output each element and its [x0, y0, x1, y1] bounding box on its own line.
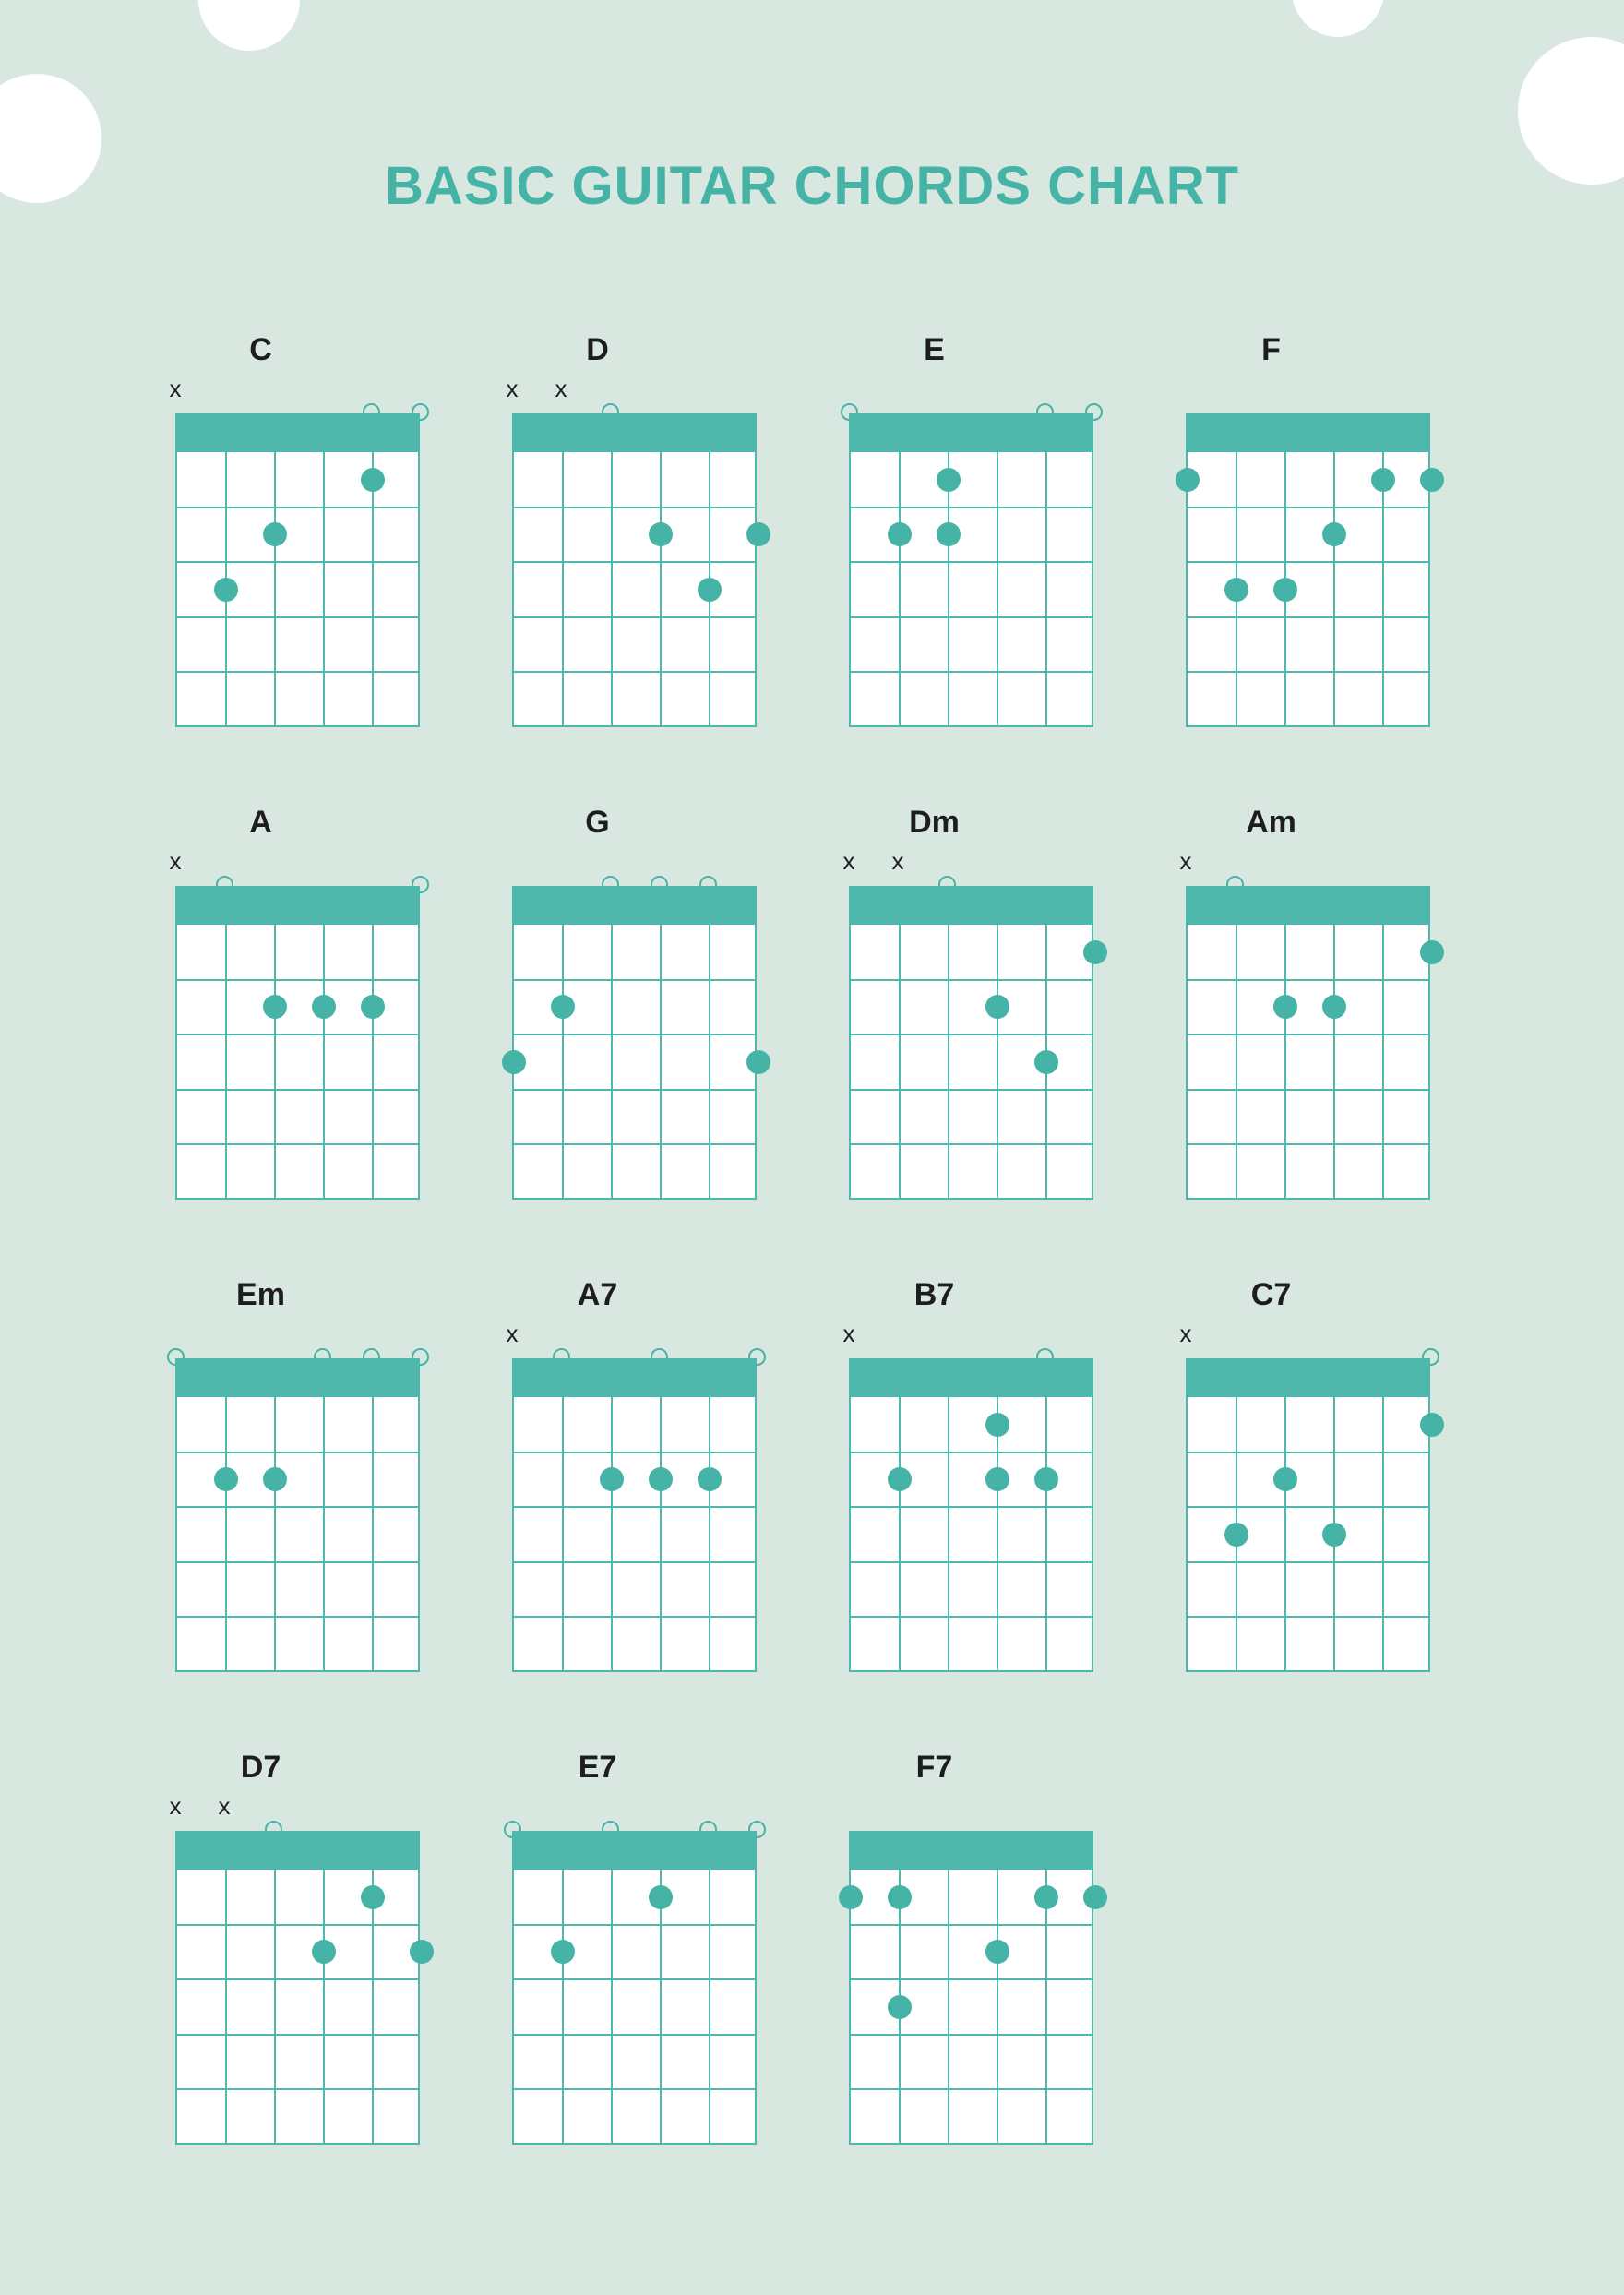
string-line [899, 925, 901, 1198]
chord-label: C [249, 332, 272, 367]
fretboard [512, 886, 757, 1200]
fret-grid [175, 1397, 420, 1672]
finger-dot [312, 1940, 336, 1964]
nut [512, 413, 757, 452]
fret-grid [849, 1397, 1093, 1672]
nut [512, 1358, 757, 1397]
string-line [899, 452, 901, 725]
chord-diagram-f [1149, 332, 1486, 805]
chord-string-markers [169, 1792, 420, 1831]
fret-grid [175, 1870, 420, 2145]
fret-line [514, 616, 755, 618]
string-line [274, 1870, 276, 2143]
muted-string-icon: x [1179, 1320, 1192, 1347]
fret-line [851, 1561, 1092, 1563]
finger-dot [214, 578, 238, 602]
fret-line [851, 2088, 1092, 2090]
muted-string-icon: x [891, 847, 904, 875]
fret-line [1188, 979, 1428, 981]
string-line [372, 925, 374, 1198]
string-line [323, 925, 325, 1198]
string-line [660, 925, 662, 1198]
chord-label: G [585, 805, 610, 840]
fret-line [177, 1143, 418, 1145]
nut [1186, 1358, 1430, 1397]
fret-line [177, 1452, 418, 1453]
string-line [562, 452, 564, 725]
fret-line [1188, 1452, 1428, 1453]
chord-label: A [249, 805, 272, 840]
string-line [1284, 1397, 1286, 1670]
string-line [372, 452, 374, 725]
finger-dot [698, 578, 722, 602]
string-line [997, 452, 998, 725]
string-line [1045, 1397, 1047, 1670]
chord-label: Em [236, 1277, 285, 1312]
fret-line [851, 616, 1092, 618]
string-line [611, 1397, 613, 1670]
fret-grid [512, 452, 757, 727]
fret-line [514, 671, 755, 673]
finger-dot [214, 1467, 238, 1491]
finger-dot [1083, 940, 1107, 964]
finger-dot [888, 1467, 912, 1491]
finger-dot [985, 995, 1009, 1019]
fretboard [849, 886, 1093, 1200]
chord-string-markers [1179, 1320, 1430, 1358]
string-line [899, 1397, 901, 1670]
finger-dot [1034, 1467, 1058, 1491]
fretboard [1186, 886, 1430, 1200]
finger-dot [502, 1050, 526, 1074]
chord-string-markers [849, 1794, 1093, 1831]
finger-dot [1176, 468, 1200, 492]
nut [512, 1831, 757, 1870]
finger-dot [1420, 1413, 1444, 1437]
fret-line [177, 616, 418, 618]
fret-line [1188, 1616, 1428, 1618]
nut [175, 1831, 420, 1870]
chord-diagram-c7 [1149, 1277, 1486, 1750]
fret-line [851, 2034, 1092, 2036]
chord-diagram-c [138, 332, 475, 805]
fret-grid [849, 452, 1093, 727]
chord-diagram-g [475, 805, 812, 1277]
string-line [997, 1397, 998, 1670]
fret-line [514, 1924, 755, 1926]
string-line [1382, 1397, 1384, 1670]
fret-line [177, 2034, 418, 2036]
fret-line [1188, 507, 1428, 508]
finger-dot [1371, 468, 1395, 492]
string-line [948, 1870, 949, 2143]
chord-diagram-e [812, 332, 1149, 805]
chord-string-markers [169, 847, 420, 886]
fret-line [851, 1034, 1092, 1035]
string-line [372, 1870, 374, 2143]
finger-dot [1322, 522, 1346, 546]
nut [849, 413, 1093, 452]
finger-dot [649, 1885, 673, 1909]
fret-line [851, 561, 1092, 563]
chord-diagram-e7 [475, 1750, 812, 2222]
fret-line [1188, 1506, 1428, 1508]
fret-line [851, 1616, 1092, 1618]
chord-string-markers [1186, 377, 1430, 413]
chord-string-markers [506, 1320, 757, 1358]
fret-line [1188, 1143, 1428, 1145]
chord-label: D7 [240, 1750, 281, 1785]
finger-dot [361, 995, 385, 1019]
fretboard [512, 413, 757, 727]
finger-dot [746, 522, 770, 546]
string-line [1382, 452, 1384, 725]
fret-line [851, 671, 1092, 673]
fret-grid [1186, 452, 1430, 727]
chord-diagram-a7 [475, 1277, 812, 1750]
chord-label: E7 [578, 1750, 617, 1785]
fretboard [849, 1358, 1093, 1672]
chord-string-markers [175, 1321, 420, 1358]
muted-string-icon: x [169, 847, 182, 875]
fretboard [1186, 413, 1430, 727]
nut [175, 886, 420, 925]
string-line [997, 925, 998, 1198]
string-line [1333, 925, 1335, 1198]
fret-line [851, 979, 1092, 981]
fret-line [1188, 1034, 1428, 1035]
muted-string-icon: x [842, 1320, 855, 1347]
fret-line [1188, 1089, 1428, 1091]
string-line [660, 452, 662, 725]
fret-line [177, 507, 418, 508]
fretboard [512, 1831, 757, 2145]
muted-string-icon: x [506, 1320, 519, 1347]
fret-line [177, 979, 418, 981]
fret-line [1188, 616, 1428, 618]
finger-dot [1034, 1885, 1058, 1909]
fret-grid [849, 1870, 1093, 2145]
finger-dot [1224, 578, 1248, 602]
string-line [372, 1397, 374, 1670]
fret-grid [175, 452, 420, 727]
chord-diagram-a [138, 805, 475, 1277]
string-line [562, 925, 564, 1198]
fret-line [1188, 561, 1428, 563]
finger-dot [410, 1940, 434, 1964]
finger-dot [361, 1885, 385, 1909]
fret-line [514, 1034, 755, 1035]
chord-diagram-f7 [812, 1750, 1149, 2222]
fret-line [514, 507, 755, 508]
string-line [562, 1870, 564, 2143]
fret-line [177, 1034, 418, 1035]
finger-dot [1273, 578, 1297, 602]
fret-line [177, 1924, 418, 1926]
chord-diagram-d7 [138, 1750, 475, 2222]
string-line [660, 1397, 662, 1670]
string-line [611, 925, 613, 1198]
fretboard [175, 413, 420, 727]
chord-string-markers [169, 375, 420, 413]
fret-grid [175, 925, 420, 1200]
muted-string-icon: x [842, 847, 855, 875]
string-line [225, 1870, 227, 2143]
string-line [709, 925, 710, 1198]
string-line [1382, 925, 1384, 1198]
fret-line [514, 1561, 755, 1563]
finger-dot [263, 522, 287, 546]
finger-dot [888, 522, 912, 546]
fret-line [851, 507, 1092, 508]
string-line [1045, 452, 1047, 725]
chord-string-markers [842, 847, 1093, 886]
string-line [709, 1397, 710, 1670]
fret-line [514, 1143, 755, 1145]
fret-line [514, 2034, 755, 2036]
muted-string-icon: x [555, 375, 567, 402]
nut [849, 1358, 1093, 1397]
string-line [1333, 452, 1335, 725]
finger-dot [1273, 995, 1297, 1019]
fret-grid [1186, 925, 1430, 1200]
fretboard [175, 886, 420, 1200]
fret-line [514, 979, 755, 981]
string-line [1045, 1870, 1047, 2143]
finger-dot [649, 522, 673, 546]
finger-dot [551, 1940, 575, 1964]
string-line [709, 1870, 710, 2143]
fretboard [849, 413, 1093, 727]
string-line [611, 1870, 613, 2143]
finger-dot [937, 522, 961, 546]
nut [849, 1831, 1093, 1870]
string-line [1284, 925, 1286, 1198]
chord-label: D [586, 332, 609, 367]
fret-line [851, 1143, 1092, 1145]
chord-diagram-dm [812, 805, 1149, 1277]
fret-line [514, 1452, 755, 1453]
chord-chart-grid [138, 332, 1486, 2222]
nut [1186, 413, 1430, 452]
fret-line [851, 1506, 1092, 1508]
finger-dot [361, 468, 385, 492]
finger-dot [1420, 468, 1444, 492]
string-line [562, 1397, 564, 1670]
finger-dot [839, 1885, 863, 1909]
nut [1186, 886, 1430, 925]
nut [175, 413, 420, 452]
finger-dot [746, 1050, 770, 1074]
finger-dot [698, 1467, 722, 1491]
chord-diagram-b7 [812, 1277, 1149, 1750]
chord-diagram-em [138, 1277, 475, 1750]
fret-line [514, 1506, 755, 1508]
fretboard [175, 1358, 420, 1672]
fretboard [849, 1831, 1093, 2145]
finger-dot [263, 995, 287, 1019]
chord-label: Dm [909, 805, 960, 840]
fret-line [851, 1089, 1092, 1091]
fret-line [177, 2088, 418, 2090]
chord-label: A7 [577, 1277, 618, 1312]
string-line [1236, 925, 1237, 1198]
fretboard [175, 1831, 420, 2145]
chord-string-markers [842, 1320, 1093, 1358]
page-title: BASIC GUITAR CHORDS CHART [384, 156, 1240, 216]
chord-diagram-d [475, 332, 812, 805]
string-line [997, 1870, 998, 2143]
fret-line [851, 1924, 1092, 1926]
fret-line [514, 1978, 755, 1980]
finger-dot [649, 1467, 673, 1491]
nut [512, 886, 757, 925]
fret-line [851, 1452, 1092, 1453]
fret-grid [512, 1397, 757, 1672]
string-line [948, 1397, 949, 1670]
chord-label: F [1261, 332, 1281, 367]
fret-line [177, 1616, 418, 1618]
finger-dot [600, 1467, 624, 1491]
muted-string-icon: x [169, 1792, 182, 1820]
finger-dot [985, 1467, 1009, 1491]
finger-dot [1273, 1467, 1297, 1491]
fret-line [177, 1978, 418, 1980]
finger-dot [937, 468, 961, 492]
muted-string-icon: x [218, 1792, 231, 1820]
string-line [948, 925, 949, 1198]
finger-dot [888, 1995, 912, 2019]
finger-dot [1322, 995, 1346, 1019]
finger-dot [1034, 1050, 1058, 1074]
chord-label: F7 [915, 1750, 953, 1785]
chord-label: E [924, 332, 945, 367]
finger-dot [263, 1467, 287, 1491]
fret-grid [1186, 1397, 1430, 1672]
fret-line [1188, 671, 1428, 673]
finger-dot [1322, 1523, 1346, 1547]
string-line [225, 1397, 227, 1670]
muted-string-icon: x [1179, 847, 1192, 875]
finger-dot [551, 995, 575, 1019]
fret-grid [512, 925, 757, 1200]
finger-dot [312, 995, 336, 1019]
chord-label: Am [1246, 805, 1296, 840]
fret-line [177, 1561, 418, 1563]
fret-line [177, 1089, 418, 1091]
nut [849, 886, 1093, 925]
fret-line [514, 2088, 755, 2090]
finger-dot [985, 1940, 1009, 1964]
string-line [323, 1397, 325, 1670]
fret-line [177, 561, 418, 563]
muted-string-icon: x [506, 375, 519, 402]
string-line [274, 925, 276, 1198]
fret-line [514, 1616, 755, 1618]
fret-line [177, 671, 418, 673]
chord-label: C7 [1250, 1277, 1292, 1312]
chord-string-markers [512, 1794, 757, 1831]
decor-circle-top-1 [198, 0, 300, 51]
string-line [274, 1397, 276, 1670]
finger-dot [1420, 940, 1444, 964]
fret-line [514, 561, 755, 563]
fret-grid [849, 925, 1093, 1200]
chord-string-markers [512, 849, 757, 886]
finger-dot [1083, 1885, 1107, 1909]
decor-circle-top-2 [1292, 0, 1384, 37]
fret-line [1188, 1561, 1428, 1563]
nut [175, 1358, 420, 1397]
muted-string-icon: x [169, 375, 182, 402]
fret-line [514, 1089, 755, 1091]
string-line [948, 452, 949, 725]
fretboard [512, 1358, 757, 1672]
fretboard [1186, 1358, 1430, 1672]
fret-grid [512, 1870, 757, 2145]
chord-label: B7 [914, 1277, 955, 1312]
finger-dot [985, 1413, 1009, 1437]
chord-diagram-am [1149, 805, 1486, 1277]
fret-line [177, 1506, 418, 1508]
chord-string-markers [849, 377, 1093, 413]
string-line [323, 1870, 325, 2143]
string-line [225, 925, 227, 1198]
finger-dot [888, 1885, 912, 1909]
string-line [611, 452, 613, 725]
finger-dot [1224, 1523, 1248, 1547]
fret-line [851, 1978, 1092, 1980]
string-line [274, 452, 276, 725]
chord-string-markers [1179, 847, 1430, 886]
string-line [660, 1870, 662, 2143]
string-line [323, 452, 325, 725]
chord-string-markers [506, 375, 757, 413]
